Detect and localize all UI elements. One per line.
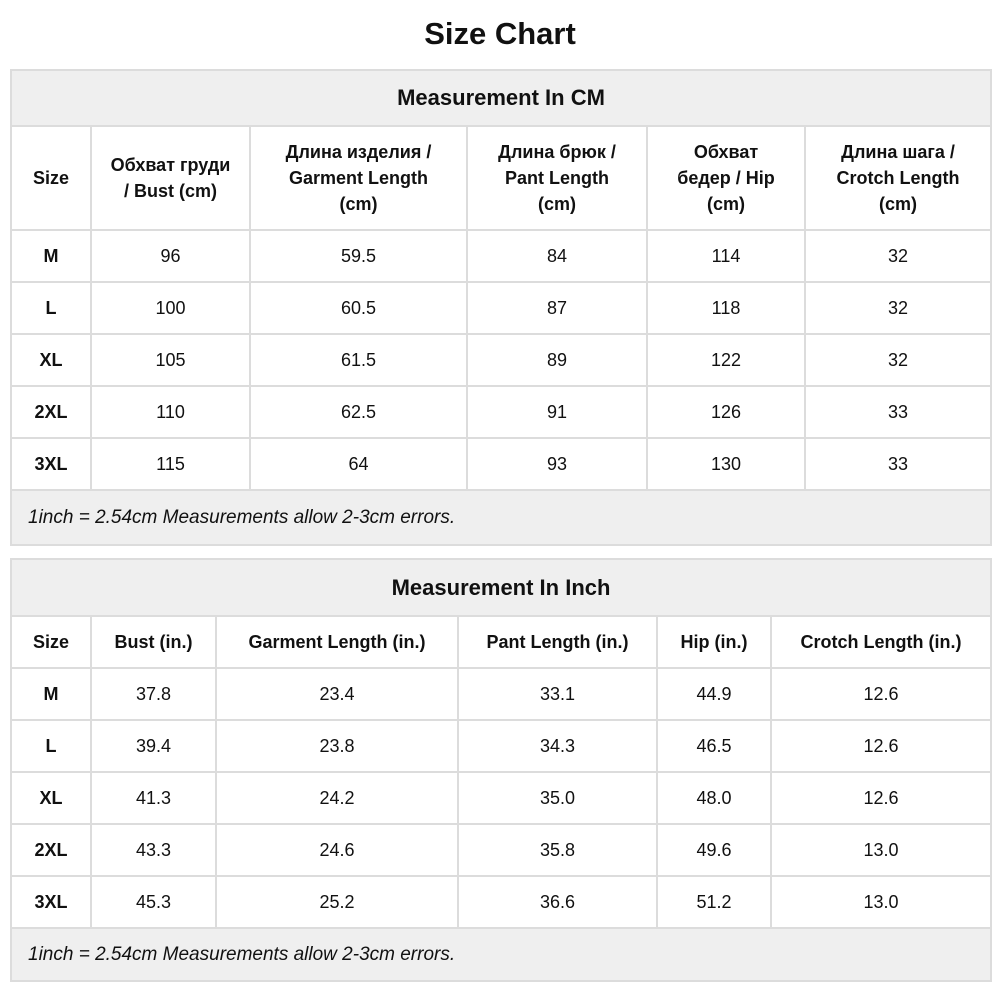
inch-value-cell: 33.1 — [458, 668, 657, 720]
cm-value-cell: 105 — [91, 334, 250, 386]
cm-table-heading: Measurement In CM — [11, 70, 991, 126]
inch-header-line: Bust (in.) — [114, 632, 193, 652]
inch-header-cell — [771, 616, 991, 668]
inch-header-row — [11, 616, 991, 668]
cm-value-cell: 84 — [467, 230, 647, 282]
cm-header-line: Обхват груди — [110, 155, 231, 175]
inch-size-cell: XL — [11, 772, 91, 824]
inch-header-cell — [91, 616, 216, 668]
inch-table-row — [11, 720, 991, 772]
inch-value-cell: 24.2 — [216, 772, 458, 824]
cm-header-line: Crotch Length — [836, 168, 960, 188]
cm-header-cell — [91, 126, 250, 230]
cm-value-cell: 32 — [805, 334, 991, 386]
inch-header-line: Garment Length (in.) — [248, 632, 426, 652]
cm-value-cell: 87 — [467, 282, 647, 334]
inch-value-cell: 43.3 — [91, 824, 216, 876]
inch-table-row — [11, 824, 991, 876]
cm-header-line: (cm) — [879, 194, 918, 214]
cm-size-cell: L — [11, 282, 91, 334]
cm-value-cell: 33 — [805, 386, 991, 438]
cm-value-cell: 93 — [467, 438, 647, 490]
cm-value-cell: 96 — [91, 230, 250, 282]
cm-size-cell: 2XL — [11, 386, 91, 438]
cm-header-line: (cm) — [706, 194, 745, 214]
cm-header-line: Size — [32, 168, 70, 188]
cm-header-line: Garment Length — [288, 168, 428, 188]
page-title: Size Chart — [424, 16, 576, 51]
cm-table-row — [11, 438, 991, 490]
inch-value-cell: 12.6 — [771, 720, 991, 772]
cm-header-row — [11, 126, 991, 230]
inch-size-cell: M — [11, 668, 91, 720]
inch-header-line: Pant Length (in.) — [486, 632, 629, 652]
cm-table-row — [11, 282, 991, 334]
inch-value-cell: 49.6 — [657, 824, 771, 876]
cm-value-cell: 122 — [647, 334, 805, 386]
inch-value-cell: 24.6 — [216, 824, 458, 876]
cm-value-cell: 115 — [91, 438, 250, 490]
cm-size-cell: 3XL — [11, 438, 91, 490]
inch-value-cell: 23.8 — [216, 720, 458, 772]
cm-header-cell — [647, 126, 805, 230]
inch-header-line: Hip (in.) — [680, 632, 748, 652]
inch-value-cell: 35.0 — [458, 772, 657, 824]
inch-value-cell: 39.4 — [91, 720, 216, 772]
inch-table-note: 1inch = 2.54cm Measurements allow 2-3cm errors. — [11, 928, 991, 981]
inch-header-cell — [11, 616, 91, 668]
cm-table-row — [11, 386, 991, 438]
cm-value-cell: 89 — [467, 334, 647, 386]
cm-header-line: Pant Length — [505, 168, 609, 188]
cm-value-cell: 32 — [805, 230, 991, 282]
inch-header-cell — [458, 616, 657, 668]
cm-value-cell: 130 — [647, 438, 805, 490]
inch-size-cell: 2XL — [11, 824, 91, 876]
inch-value-cell: 41.3 — [91, 772, 216, 824]
inch-value-cell: 46.5 — [657, 720, 771, 772]
inch-value-cell: 13.0 — [771, 876, 991, 928]
inch-value-cell: 37.8 — [91, 668, 216, 720]
cm-header-line: бедер / Hip — [677, 168, 775, 188]
inch-size-table — [10, 558, 992, 982]
cm-size-cell: M — [11, 230, 91, 282]
cm-value-cell: 100 — [91, 282, 250, 334]
inch-value-cell: 48.0 — [657, 772, 771, 824]
inch-header-line: Size — [32, 632, 70, 652]
cm-header-line: (cm) — [339, 194, 378, 214]
cm-header-line: (cm) — [537, 194, 576, 214]
inch-value-cell: 25.2 — [216, 876, 458, 928]
cm-value-cell: 59.5 — [250, 230, 467, 282]
inch-table-row — [11, 668, 991, 720]
cm-value-cell: 118 — [647, 282, 805, 334]
cm-header-line: / Bust (cm) — [123, 181, 217, 201]
cm-value-cell: 126 — [647, 386, 805, 438]
inch-value-cell: 12.6 — [771, 772, 991, 824]
inch-header-cell — [216, 616, 458, 668]
cm-header-cell — [250, 126, 467, 230]
cm-size-cell: XL — [11, 334, 91, 386]
cm-value-cell: 61.5 — [250, 334, 467, 386]
inch-value-cell: 45.3 — [91, 876, 216, 928]
inch-value-cell: 51.2 — [657, 876, 771, 928]
inch-value-cell: 35.8 — [458, 824, 657, 876]
inch-table-heading: Measurement In Inch — [11, 559, 991, 616]
inch-size-cell: L — [11, 720, 91, 772]
inch-value-cell: 13.0 — [771, 824, 991, 876]
cm-value-cell: 110 — [91, 386, 250, 438]
cm-size-table — [10, 69, 992, 546]
inch-value-cell: 36.6 — [458, 876, 657, 928]
cm-table-row — [11, 334, 991, 386]
inch-size-cell: 3XL — [11, 876, 91, 928]
inch-value-cell: 44.9 — [657, 668, 771, 720]
inch-header-cell — [657, 616, 771, 668]
cm-header-cell — [805, 126, 991, 230]
cm-header-line: Длина брюк / — [498, 142, 616, 162]
cm-header-line: Длина шага / — [841, 142, 955, 162]
inch-table-row — [11, 876, 991, 928]
cm-value-cell: 91 — [467, 386, 647, 438]
cm-header-line: Обхват — [693, 142, 759, 162]
cm-header-cell — [467, 126, 647, 230]
inch-table-row — [11, 772, 991, 824]
cm-value-cell: 64 — [250, 438, 467, 490]
cm-value-cell: 33 — [805, 438, 991, 490]
inch-value-cell: 34.3 — [458, 720, 657, 772]
cm-value-cell: 114 — [647, 230, 805, 282]
inch-value-cell: 23.4 — [216, 668, 458, 720]
cm-value-cell: 32 — [805, 282, 991, 334]
cm-table-note: 1inch = 2.54cm Measurements allow 2-3cm errors. — [11, 490, 991, 545]
cm-header-cell — [11, 126, 91, 230]
cm-header-line: Длина изделия / — [285, 142, 432, 162]
inch-header-line: Crotch Length (in.) — [800, 632, 962, 652]
cm-value-cell: 62.5 — [250, 386, 467, 438]
inch-value-cell: 12.6 — [771, 668, 991, 720]
cm-table-row — [11, 230, 991, 282]
cm-value-cell: 60.5 — [250, 282, 467, 334]
